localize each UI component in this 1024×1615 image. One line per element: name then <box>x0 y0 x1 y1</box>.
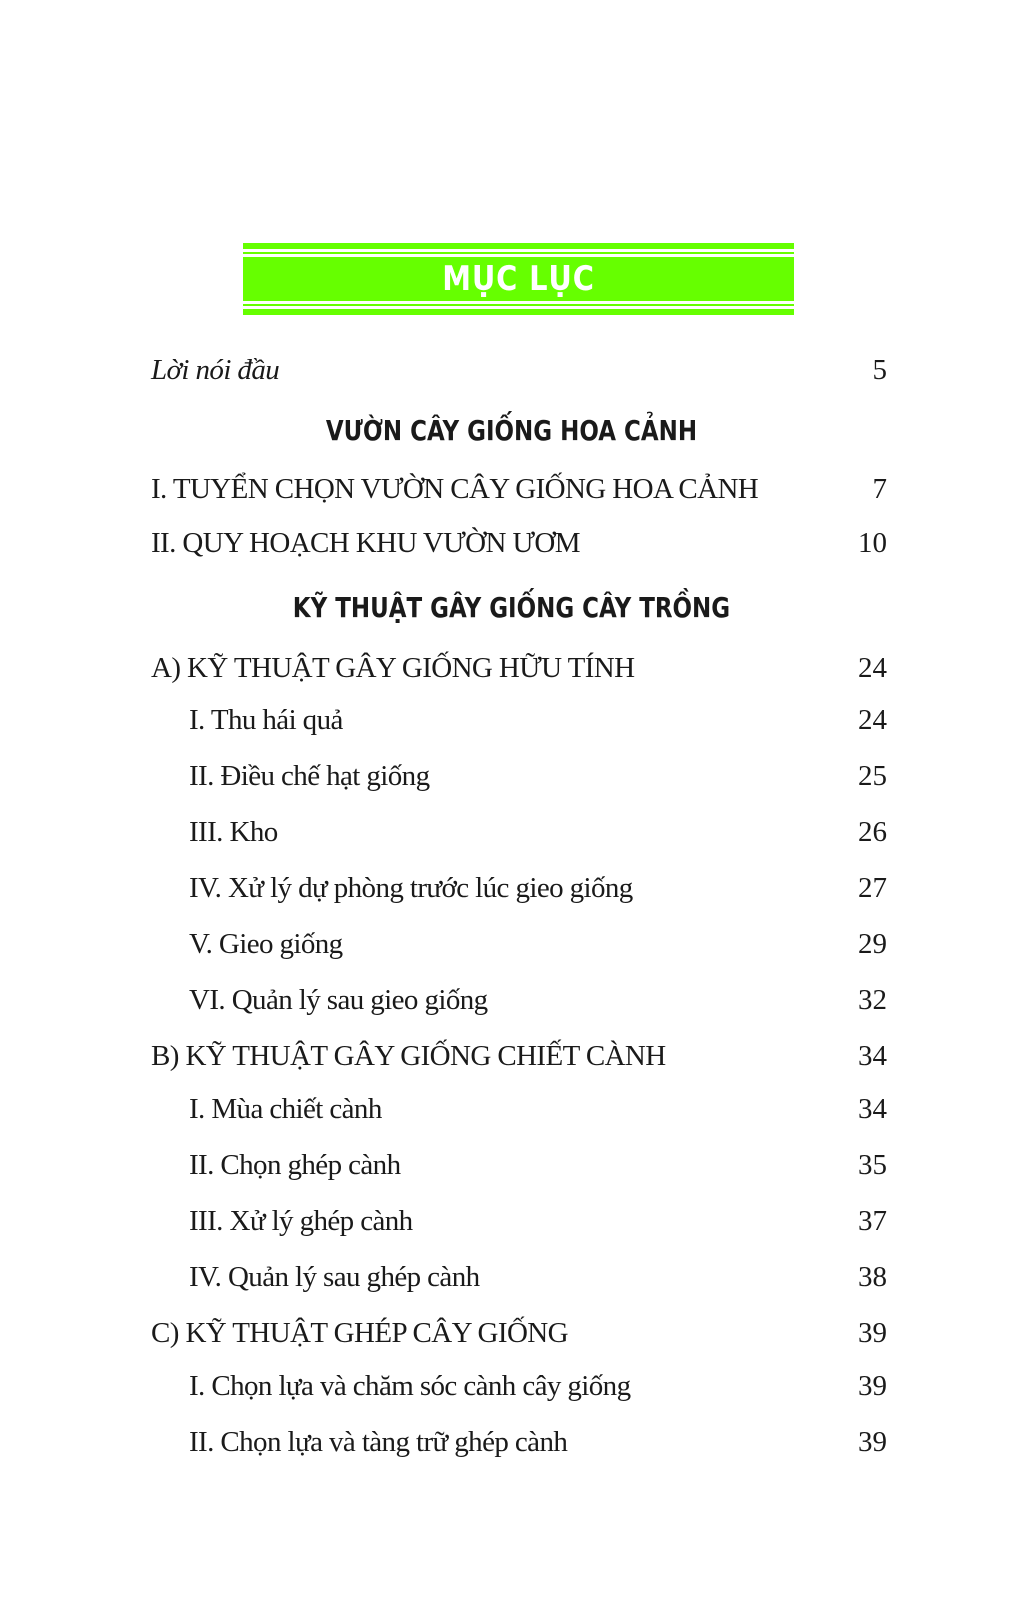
banner-rule-bottom-thin <box>243 304 794 306</box>
toc-entry-page: 34 <box>858 1093 887 1125</box>
toc-entry-part-a-3[interactable] <box>151 812 887 852</box>
toc-entry-part-a[interactable] <box>151 648 887 688</box>
toc-entry-label: I. Mùa chiết cành <box>189 1093 382 1125</box>
toc-entry-page: 27 <box>858 872 887 904</box>
toc-entry-label: IV. Quản lý sau ghép cành <box>189 1261 480 1293</box>
toc-entry-page: 32 <box>858 984 887 1016</box>
page-title: MỤC LỤC <box>442 259 595 299</box>
toc-entry-label: Lời nói đầu <box>151 354 280 386</box>
toc-entry-part-b-4[interactable] <box>151 1257 887 1297</box>
toc-entry-page: 7 <box>872 473 887 505</box>
toc-entry-label: II. Điều chế hạt giống <box>189 760 430 792</box>
toc-entry-label: I. Chọn lựa và chăm sóc cành cây giống <box>189 1370 631 1402</box>
toc-entry-part-b-1[interactable] <box>151 1089 887 1129</box>
toc-entry-part-b[interactable] <box>151 1036 887 1076</box>
toc-entry-part-c[interactable] <box>151 1313 887 1353</box>
toc-entry-page: 38 <box>858 1261 887 1293</box>
toc-entry-part-c-2[interactable] <box>151 1422 887 1462</box>
toc-entry-part-c-1[interactable] <box>151 1366 887 1406</box>
toc-entry-label: C) KỸ THUẬT GHÉP CÂY GIỐNG <box>151 1317 568 1349</box>
toc-entry-section1-1[interactable] <box>151 469 887 509</box>
toc-entry-label: VI. Quản lý sau gieo giống <box>189 984 488 1016</box>
toc-entry-page: 34 <box>858 1040 887 1072</box>
toc-title-banner <box>243 243 794 315</box>
toc-entry-label: I. Thu hái quả <box>189 704 343 736</box>
toc-entry-preface[interactable] <box>151 350 887 390</box>
toc-entry-page: 37 <box>858 1205 887 1237</box>
section-heading-propagation: KỸ THUẬT GÂY GIỐNG CÂY TRỒNG <box>292 591 731 624</box>
toc-entry-label: II. Chọn ghép cành <box>189 1149 401 1181</box>
toc-entry-page: 26 <box>858 816 887 848</box>
banner-rule-top-thick <box>243 243 794 249</box>
toc-entry-label: IV. Xử lý dự phòng trước lúc gieo giống <box>189 872 633 904</box>
toc-entry-part-a-1[interactable] <box>151 700 887 740</box>
banner-rule-bottom-thick <box>243 309 794 315</box>
toc-entry-label: III. Xử lý ghép cành <box>189 1205 413 1237</box>
toc-entry-page: 24 <box>858 652 887 684</box>
toc-entry-part-a-5[interactable] <box>151 924 887 964</box>
toc-entry-label: III. Kho <box>189 816 278 848</box>
toc-entry-page: 10 <box>858 527 887 559</box>
toc-entry-page: 25 <box>858 760 887 792</box>
toc-entry-page: 39 <box>858 1317 887 1349</box>
toc-entry-label: I. TUYỂN CHỌN VƯỜN CÂY GIỐNG HOA CẢNH <box>151 473 759 505</box>
toc-entry-part-a-4[interactable] <box>151 868 887 908</box>
toc-entry-page: 39 <box>858 1426 887 1458</box>
toc-entry-label: V. Gieo giống <box>189 928 343 960</box>
toc-entry-section1-2[interactable] <box>151 523 887 563</box>
toc-entry-page: 35 <box>858 1149 887 1181</box>
toc-entry-label: A) KỸ THUẬT GÂY GIỐNG HỮU TÍNH <box>151 652 635 684</box>
section-heading-nursery: VƯỜN CÂY GIỐNG HOA CẢNH <box>325 414 698 447</box>
toc-entry-part-b-3[interactable] <box>151 1201 887 1241</box>
toc-entry-part-a-2[interactable] <box>151 756 887 796</box>
toc-entry-label: B) KỸ THUẬT GÂY GIỐNG CHIẾT CÀNH <box>151 1040 666 1072</box>
toc-entry-part-b-2[interactable] <box>151 1145 887 1185</box>
toc-entry-page: 24 <box>858 704 887 736</box>
toc-entry-page: 5 <box>872 354 887 386</box>
toc-entry-label: II. Chọn lựa và tàng trữ ghép cành <box>189 1426 568 1458</box>
toc-entry-page: 29 <box>858 928 887 960</box>
toc-entry-page: 39 <box>858 1370 887 1402</box>
banner-rule-top-thin <box>243 252 794 254</box>
toc-entry-part-a-6[interactable] <box>151 980 887 1020</box>
toc-entry-label: II. QUY HOẠCH KHU VƯỜN ƯƠM <box>151 527 580 559</box>
